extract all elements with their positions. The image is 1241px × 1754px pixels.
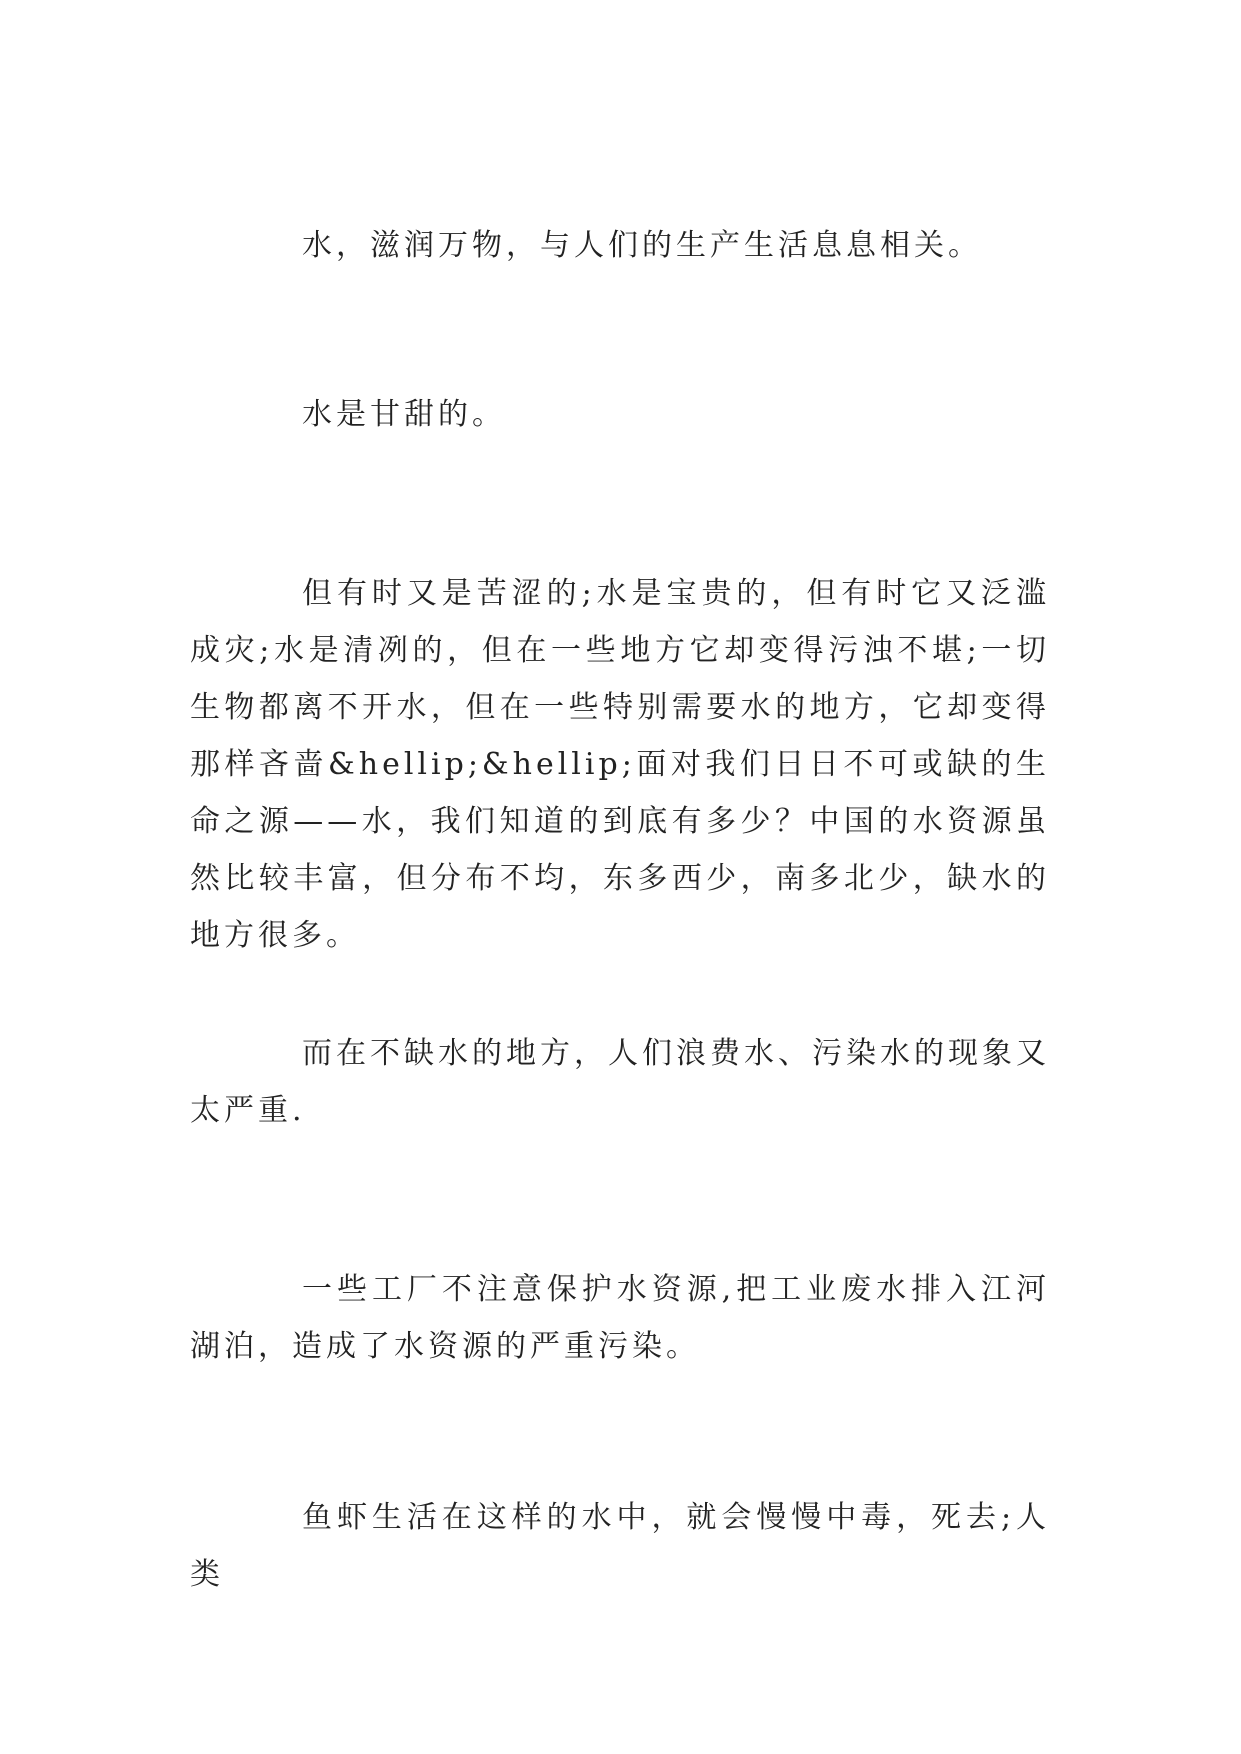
paragraph-5: 一些工厂不注意保护水资源,把工业废水排入江河湖泊，造成了水资源的严重污染。 (190, 1272, 1050, 1364)
paragraph-6: 鱼虾生活在这样的水中，就会慢慢中毒，死去;人类 (190, 1500, 1050, 1592)
paragraph-4: 而在不缺水的地方，人们浪费水、污染水的现象又太严重. (190, 1036, 1050, 1128)
paragraph-2: 水是甘甜的。 (302, 397, 506, 432)
paragraph-1: 水，滋润万物，与人们的生产生活息息相关。 (302, 228, 982, 263)
paragraph-3: 但有时又是苦涩的;水是宝贵的，但有时它又泛滥成灾;水是清冽的，但在一些地方它却变得污浊不堪;一切生物都离不开水，但在一些特别需要水的地方，它却变得那样吝啬&hellip;&hellip;面对我们日日不可或缺的生命之源——水，我们知道的到底有多少？中国的水资源虽然比较丰富，但分布不均，东多西少，南多北少，缺水的地方很多。 (190, 576, 1050, 953)
